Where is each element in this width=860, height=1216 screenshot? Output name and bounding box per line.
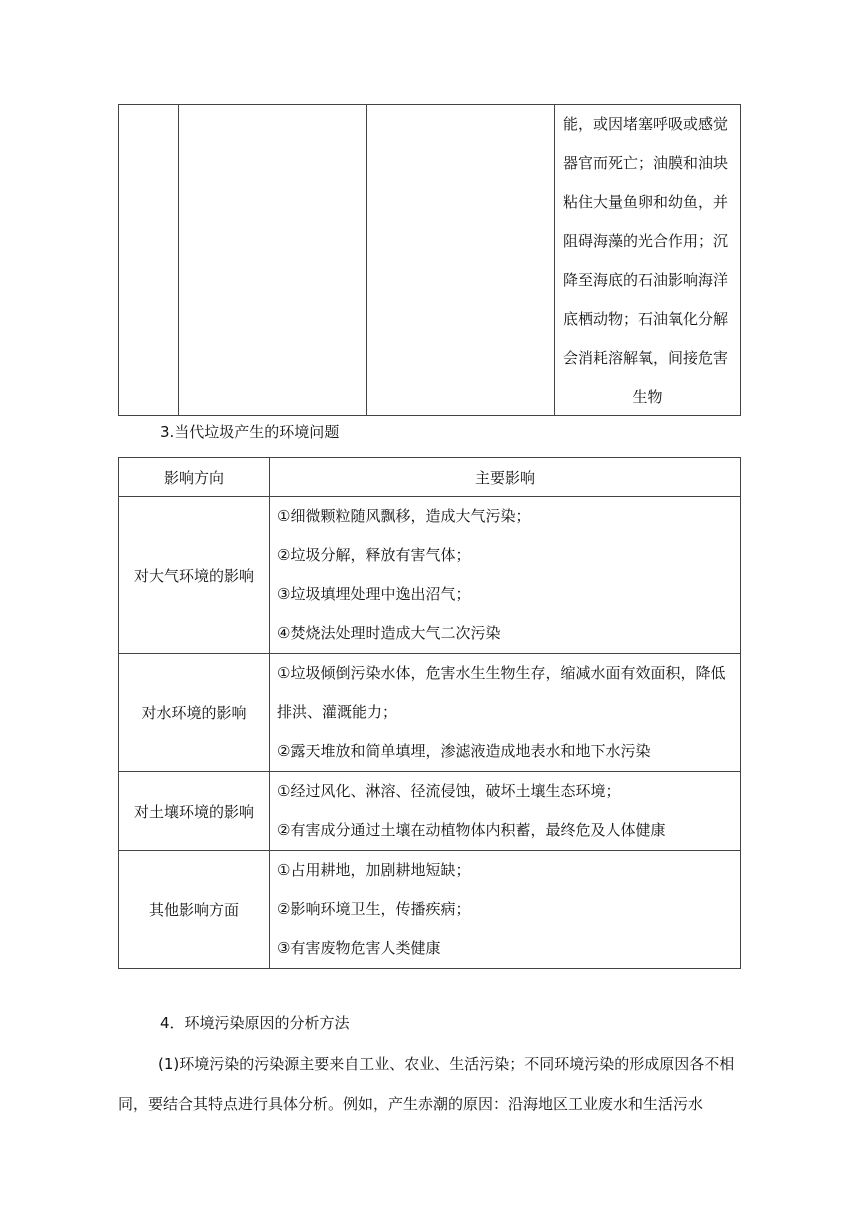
cell-line: 能，或因堵塞呼吸或感觉 <box>563 115 729 133</box>
impact-item: ①占用耕地，加剧耕地短缺； <box>277 861 471 879</box>
impact-item: ②有害成分通过土壤在动植物体内积蓄，最终危及人体健康 <box>277 821 666 839</box>
section-heading: 4．环境污染原因的分析方法 <box>160 1014 350 1032</box>
direction-cell: 其他影响方面 <box>119 851 270 969</box>
body-paragraph: (1)环境污染的污染源主要来自工业、农业、生活污染；不同环境污染的形成原因各不相同，要结合其特点进行具体分析。例如，产生赤潮的原因：沿海地区工业废水和生活污水 <box>118 1055 735 1113</box>
impact-cell <box>270 497 741 654</box>
direction-cell: 对土壤环境的影响 <box>119 772 270 851</box>
column-divider <box>178 105 179 415</box>
garbage-impact-table <box>118 457 741 969</box>
cell-line: 粘住大量鱼卵和幼鱼，并 <box>563 193 729 211</box>
direction-cell: 对大气环境的影响 <box>119 497 270 654</box>
column-header: 影响方向 <box>119 458 270 497</box>
column-divider <box>366 105 367 415</box>
continued-table <box>118 104 741 416</box>
impact-item: ①经过风化、淋溶、径流侵蚀，破坏土壤生态环境； <box>277 782 621 800</box>
effect-cell <box>555 105 740 415</box>
cell-line: 生物 <box>632 388 663 406</box>
impact-item: ③有害废物危害人类健康 <box>277 939 441 957</box>
cell-line: 底栖动物；石油氧化分解 <box>563 310 729 328</box>
impact-item: ②露天堆放和简单填埋，渗滤液造成地表水和地下水污染 <box>277 742 651 760</box>
impact-item: ②垃圾分解，释放有害气体； <box>277 546 471 564</box>
impact-item: ③垃圾填埋处理中逸出沼气； <box>277 585 471 603</box>
table-row <box>119 772 741 851</box>
cell-line: 阻碍海藻的光合作用；沉 <box>563 232 729 250</box>
table-row <box>119 654 741 772</box>
table-row <box>119 851 741 969</box>
impact-cell <box>270 772 741 851</box>
cell-line: 器官而死亡；油膜和油块 <box>563 154 729 172</box>
impact-cell <box>270 654 741 772</box>
impact-item: ①细微颗粒随风飘移，造成大气污染； <box>277 507 531 525</box>
cell-line: 降至海底的石油影响海洋 <box>563 271 729 289</box>
impact-item: ②影响环境卫生，传播疾病； <box>277 900 471 918</box>
impact-cell <box>270 851 741 969</box>
column-header: 主要影响 <box>270 458 741 497</box>
impact-item: ①垃圾倾倒污染水体，危害水生生物生存，缩减水面有效面积，降低排洪、灌溉能力； <box>277 664 726 721</box>
direction-cell: 对水环境的影响 <box>119 654 270 772</box>
impact-item: ④焚烧法处理时造成大气二次污染 <box>277 624 501 642</box>
cell-line: 会消耗溶解氧，间接危害 <box>563 349 729 367</box>
table-row <box>119 497 741 654</box>
section-heading: 3.当代垃圾产生的环境问题 <box>160 423 340 441</box>
table-header-row <box>119 458 741 497</box>
